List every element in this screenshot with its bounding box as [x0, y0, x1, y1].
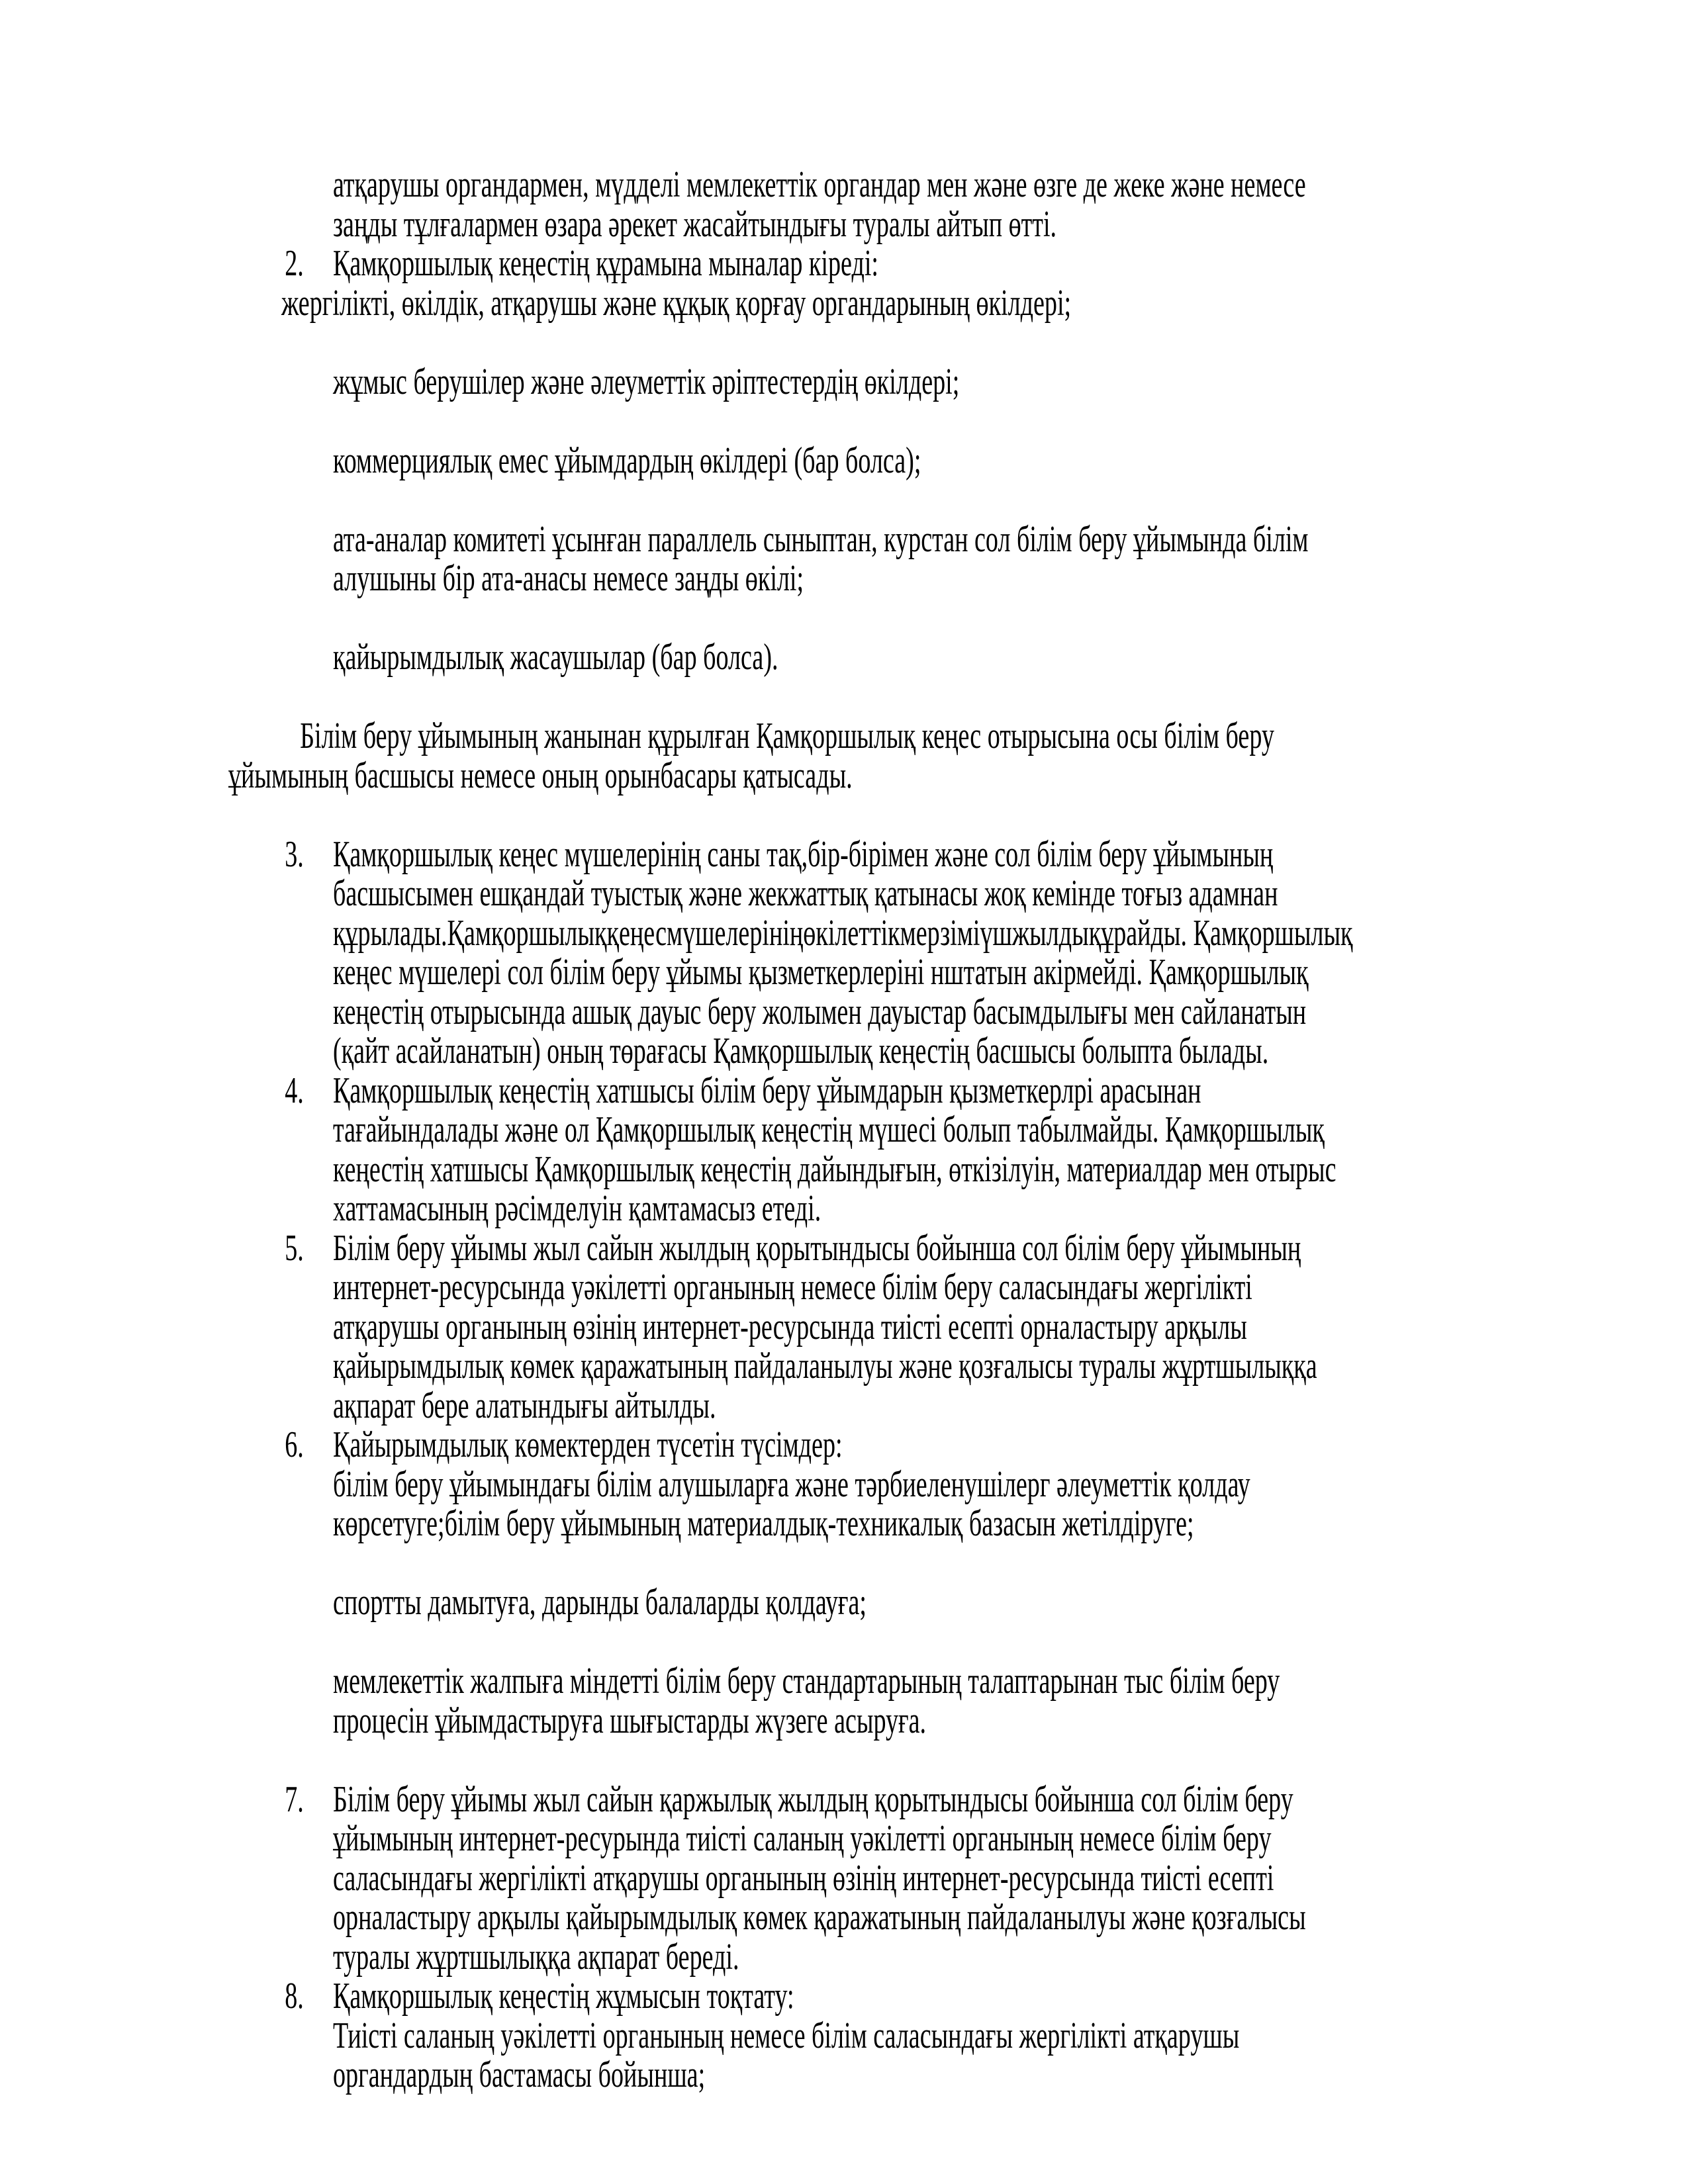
- paragraph: [333, 1583, 1595, 1623]
- text-line: спортты дамытуға, дарынды балаларды қолдауға;: [333, 1582, 867, 1623]
- paragraph: [333, 1465, 1595, 1544]
- blank-line: [228, 480, 1595, 520]
- list-item: [285, 1069, 1595, 1229]
- text-line: ата-аналар комитеті ұсынған параллель сыныптан, курстан сол білім беру ұйымында білім: [333, 518, 1309, 560]
- text-line: (қайт асайланатын) оның төрағасы Қамқоршылық кеңестің басшысы болыпта былады.: [333, 1030, 1269, 1071]
- list-number: 5.: [285, 1227, 304, 1269]
- paragraph: [333, 2017, 1595, 2095]
- list-number: 7.: [285, 1778, 304, 1820]
- text-line: ұйымының басшысы немесе оның орынбасары қатысады.: [228, 754, 853, 796]
- blank-line: [228, 1544, 1595, 1584]
- list-number: 6.: [285, 1424, 304, 1465]
- blank-line: [228, 323, 1595, 363]
- text-line: құрылады.Қамқоршылыққеңесмүшелерініңөкілеттікмерзіміүшжылдықұрайды. Қамқоршылық: [333, 912, 1353, 954]
- text-line: алушыны бір ата-анасы немесе заңды өкілі;: [333, 558, 804, 599]
- list-item: [285, 833, 1595, 1071]
- blank-line: [228, 678, 1595, 717]
- text-line: 8. Қамқоршылық кеңестің жұмысын тоқтату:: [285, 1976, 794, 2017]
- text-line: басшысымен ешқандай туыстық және жекжаттық қатынасы жоқ кемінде тоғыз адамнан: [333, 873, 1278, 914]
- text-line: 7. Білім беру ұйымы жыл сайын қаржылық жылдың қорытындысы бойынша сол білім беру: [285, 1778, 1293, 1820]
- list-item: [285, 1227, 1595, 1426]
- text-line: саласындағы жергілікті атқарушы органының өзінің интернет-ресурсында тиісті есепті: [333, 1857, 1274, 1899]
- text-line: Білім беру ұйымының жанынан құрылған Қамқоршылық кеңес отырысына осы білім беру: [300, 715, 1274, 756]
- text-line: 3. Қамқоршылық кеңес мүшелерінің саны тақ,бір-бірімен және сол білім беру ұйымының: [285, 833, 1274, 875]
- list-number: 3.: [285, 833, 304, 875]
- blank-line: [228, 796, 1595, 835]
- list-item: [285, 243, 1595, 284]
- paragraph: [333, 165, 1595, 244]
- text-line: туралы жұртшылыққа ақпарат береді.: [333, 1936, 739, 1978]
- text-line: қайырымдылық көмек қаражатының пайдаланылуы және қозғалысы туралы жұртшылыққа: [333, 1345, 1317, 1387]
- text-line: кеңес мүшелері сол білім беру ұйымы қызметкерлеріні нштатын акірмейді. Қамқоршылық: [333, 952, 1309, 993]
- text-line: жергілікті, өкілдік, атқарушы және құқық қорғау органдарының өкілдері;: [281, 282, 1072, 324]
- paragraph: [281, 284, 1595, 324]
- text-line: органдардың бастамасы бойынша;: [333, 2054, 706, 2095]
- text-line: ақпарат бере алатындығы айтылды.: [333, 1385, 716, 1426]
- paragraph: [333, 638, 1595, 678]
- list-number: 2.: [285, 243, 304, 284]
- text-line: хаттамасының рәсімделуін қамтамасыз етеді.: [333, 1188, 821, 1229]
- text-line: атқарушы органының өзінің интернет-ресурсында тиісті есепті орналастыру арқылы: [333, 1306, 1247, 1347]
- text-line: кеңестің отырысында ашық дауыс беру жолымен дауыстар басымдылығы мен сайланатын: [333, 991, 1307, 1032]
- text-line: көрсетуге;білім беру ұйымының материалдық-техникалық базасын жетілдіруге;: [333, 1503, 1194, 1544]
- list-number: 4.: [285, 1069, 304, 1111]
- paragraph: [333, 520, 1595, 599]
- list-item: [285, 1424, 1595, 1465]
- text-line: интернет-ресурсында уәкілетті органының немесе білім беру саласындағы жергілікті: [333, 1267, 1252, 1308]
- blank-line: [228, 1623, 1595, 1662]
- text-line: тағайындалады және ол Қамқоршылық кеңестің мүшесі болып табылмайды. Қамқоршылық: [333, 1109, 1325, 1150]
- text-line: коммерциялық емес ұйымдардың өкілдері (бар болса);: [333, 439, 921, 481]
- text-line: мемлекеттік жалпыға міндетті білім беру стандартарының талаптарынан тыс білім беру: [333, 1661, 1280, 1702]
- text-line: Тиісті саланың уәкілетті органының немесе білім саласындағы жергілікті атқарушы: [333, 2015, 1240, 2056]
- paragraph: [333, 363, 1595, 402]
- paragraph: [228, 717, 1595, 796]
- text-line: заңды тұлғалармен өзара әрекет жасайтындығы туралы айтып өтті.: [333, 203, 1057, 245]
- blank-line: [228, 402, 1595, 441]
- text-line: атқарушы органдармен, мүдделі мемлекеттік органдар мен және өзге де жеке және немесе: [333, 164, 1306, 205]
- text-line: білім беру ұйымындағы білім алушыларға және тәрбиеленушілерг әлеуметтік қолдау: [333, 1463, 1250, 1505]
- text-line: орналастыру арқылы қайырымдылық көмек қаражатының пайдаланылуы және қозғалысы: [333, 1897, 1306, 1938]
- text-line: процесін ұйымдастыруға шығыстарды жүзеге асыруға.: [333, 1700, 927, 1741]
- text-line: ұйымының интернет-ресурында тиісті саланың уәкілетті органының немесе білім беру: [333, 1818, 1272, 1859]
- text-line: жұмыс берушілер және әлеуметтік әріптестердің өкілдері;: [333, 361, 960, 402]
- list-item: [285, 1778, 1595, 1978]
- paragraph: [333, 1662, 1595, 1741]
- blank-line: [228, 599, 1595, 639]
- text-line: 2. Қамқоршылық кеңестің құрамына мыналар кіреді:: [285, 243, 878, 284]
- paragraph: [333, 441, 1595, 481]
- text-line: 5. Білім беру ұйымы жыл сайын жылдың қорытындысы бойынша сол білім беру ұйымының: [285, 1227, 1301, 1269]
- text-line: 6. Қайырымдылық көмектерден түсетін түсімдер:: [285, 1424, 843, 1465]
- blank-line: [228, 1741, 1595, 1780]
- list-number: 8.: [285, 1976, 304, 2017]
- text-line: қайырымдылық жасаушылар (бар болса).: [333, 637, 778, 678]
- list-item: [285, 1976, 1595, 2017]
- text-line: кеңестің хатшысы Қамқоршылық кеңестің дайындығын, өткізілуін, материалдар мен отырыс: [333, 1148, 1336, 1190]
- text-line: 4. Қамқоршылық кеңестің хатшысы білім беру ұйымдарын қызметкерлрі арасынан: [285, 1069, 1201, 1111]
